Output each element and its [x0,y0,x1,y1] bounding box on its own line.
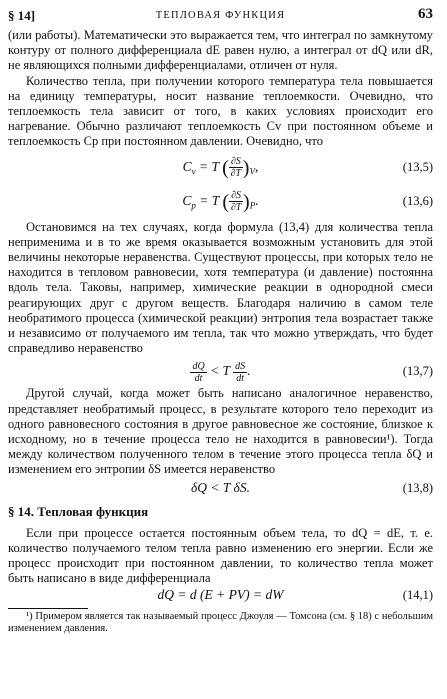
equation-13-5: $C_v = T$ ( $\frac{\partial S}{\partial T}$ )$_V$, (13,5) [8,150,433,184]
equation-body: dQ = d (E + PV) = dW [157,587,284,603]
equation-body: δQ < T δS. [191,479,250,495]
equation-13-7: $\frac{dQ}{dt}$ < T $\frac{dS}{dt}$ . (13,7) [8,356,433,386]
page-number: 63 [418,6,433,22]
paragraph-2: Количество тепла, при получении которого температура тела повышается на единицу температуры, носит название теплоемкости. Очевидно, что теплоемкость тела зависит от того, в каких условиях происходит его нагревание. Обычно различают теплоемкость Cv при постоянном объеме и теплоемкость Cp при постоянном давлении. Очевидно, что [8,73,433,149]
equation-13-8 [8,478,433,498]
paragraph-1: (или работы). Математически это выражается тем, что интеграл по замкнутому контуру от полного дифференциала dE равен нулю, а интеграл от dQ или dR, не являющихся полными дифференциалами, отличен от нуля. [8,28,433,73]
section-heading: § 14. Тепловая функция [8,503,149,519]
equation-number: (14,1) [402,588,433,603]
footnote: ¹) Примером является так называемый процесс Джоуля — Томсона (см. § 18) с небольшим изменением давления. [8,611,433,635]
footnote-rule [8,608,88,609]
equation-number: (13,8) [402,480,433,495]
equation-14-1 [8,586,433,604]
running-header [8,6,433,28]
header-section-ref: § 14] [8,8,36,23]
paragraph-5: Если при процессе остается постоянным объем тела, то dQ = dE, т. е. количество получаемого телом тепла равно изменению его энергии. Если же процесс происходит при постоянном давлении, то количество тепла может быть написано в виде дифференциала [8,525,433,586]
paragraph-3: Остановимся на тех случаях, когда формула (13,4) для количества тепла неприменима и в то же время оказывается возможным установить для этой величины некоторые неравенства. Существуют процессы, при которых тело не находится в тепловом равновесии, хотя температура (и давление) постоянна вдоль тела. Таковы, например, химические реакции в однородной смеси реагирующих друг с другом веществ. Благодаря наличию в самом теле необратимого процесса (химической реакции) энтропия тела возрастает также и независимо от получаемого им тепла, так что можно утверждать, что будет справедливо неравенство [8,219,433,356]
paragraph-4: Другой случай, когда может быть написано аналогичное неравенство, представляет необратимый процесс, в результате которого тело переходит из одного равновесного состояния в другое равновесное же состояние, близкое к исходному, но в течение процесса тело не находится в равновесии¹). Тогда между количеством полученного телом в течение этого процесса тепла δQ и изменением его энтропии δS имеется неравенство [8,386,433,477]
equation-13-6: $C_p = T$ ( $\frac{\partial S}{\partial T}$ )$_P$. (13,6) [8,184,433,218]
header-title: ТЕПЛОВАЯ ФУНКЦИЯ [155,10,286,21]
equation-number: (13,6) [402,193,433,208]
equation-number: (13,5) [402,159,433,174]
equation-number: (13,7) [402,364,433,379]
